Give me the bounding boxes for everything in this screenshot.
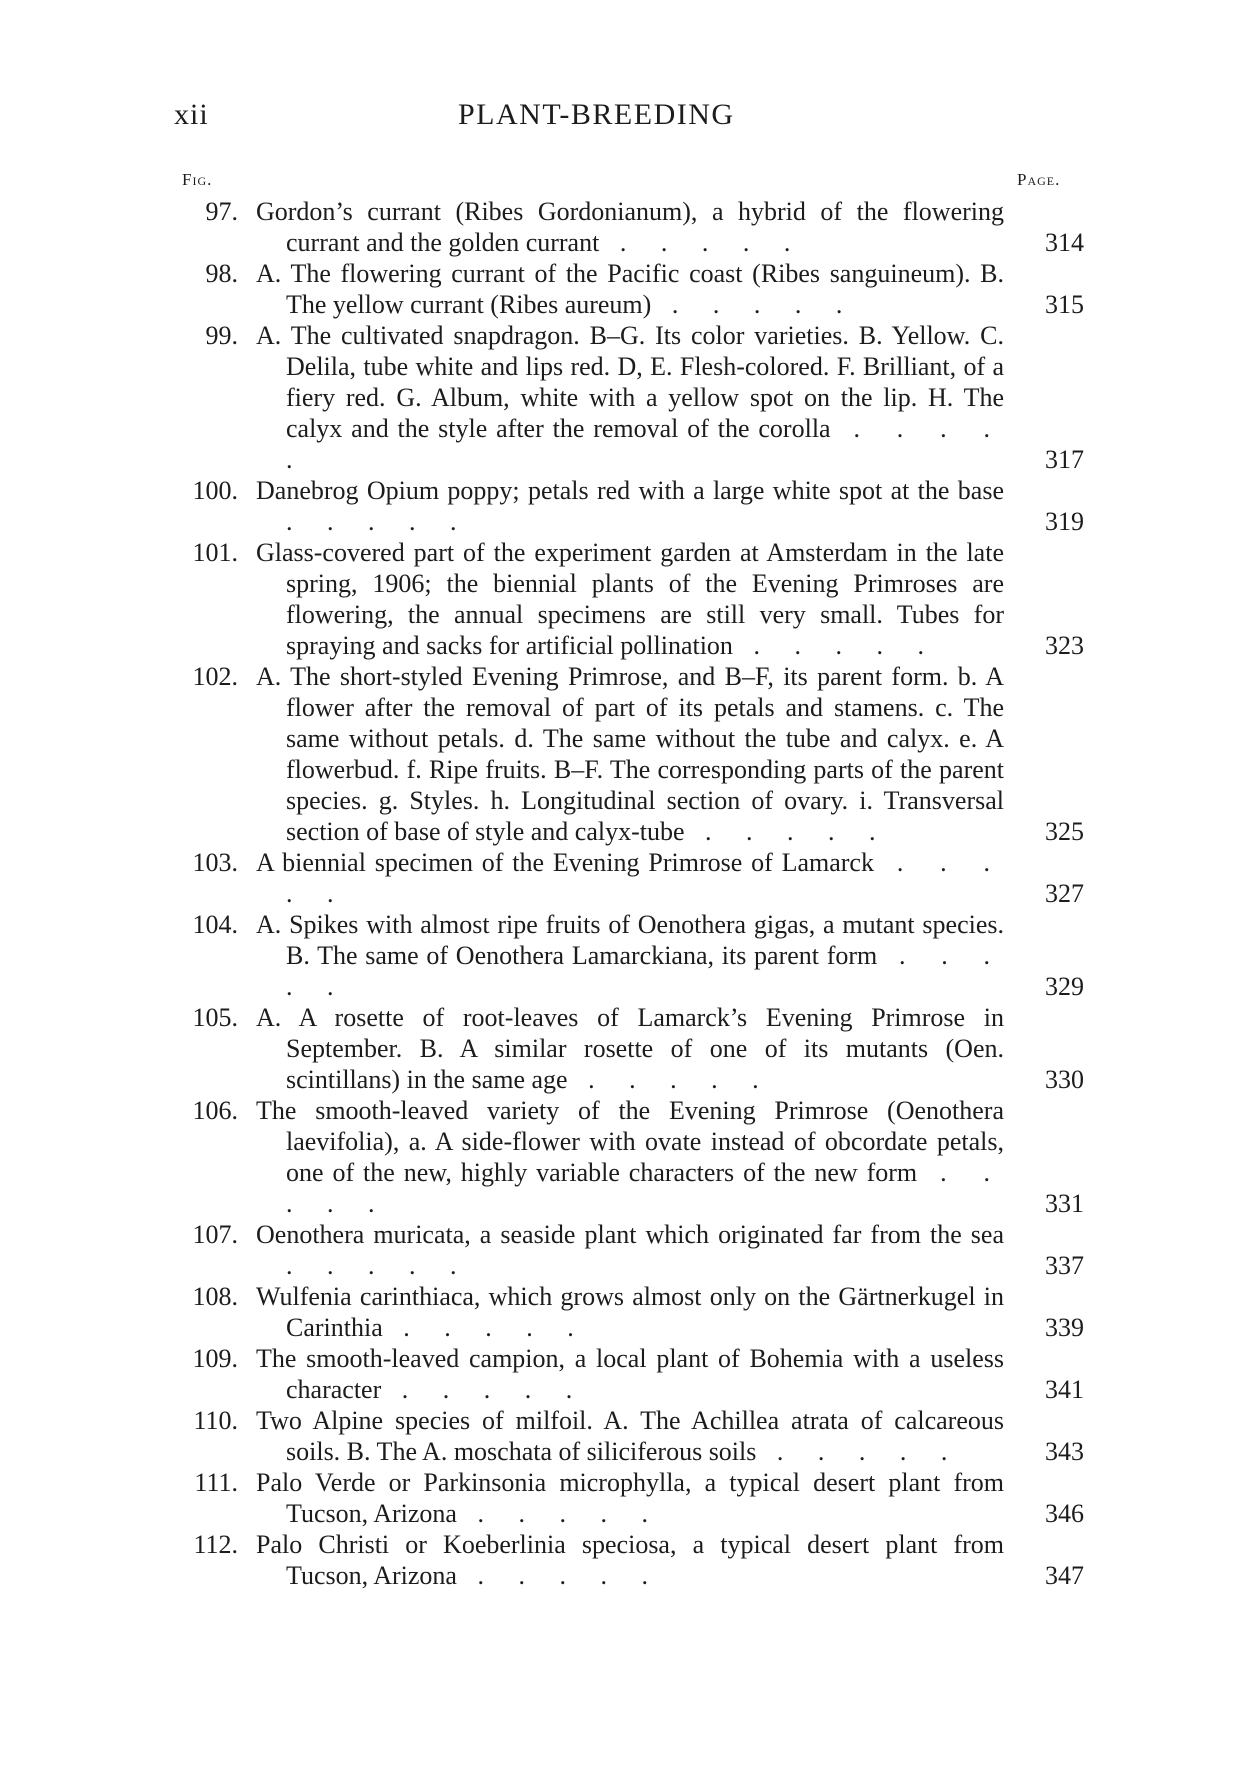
running-title: PLANT-BREEDING bbox=[458, 98, 735, 131]
figure-number: 110. bbox=[193, 1406, 238, 1435]
figure-number: 108. bbox=[192, 1282, 238, 1311]
page-number: 314 bbox=[1045, 228, 1084, 257]
figure-number: 105. bbox=[192, 1003, 238, 1032]
dot-leader: . . . . . bbox=[456, 1499, 662, 1528]
figure-caption: Palo Verde or Parkinsonia microphylla, a typical desert plant from Tucson, Arizona . . . . . bbox=[256, 1468, 1004, 1528]
figure-number: 100. bbox=[192, 476, 238, 505]
page-number: 319 bbox=[1045, 507, 1084, 536]
dot-leader: . . . . . bbox=[286, 414, 1005, 474]
fig-column-label: Fig. bbox=[182, 170, 213, 189]
page-number: 346 bbox=[1045, 1499, 1084, 1528]
figure-caption: A. The cultivated snapdragon. B–G. Its color varieties. B. Yellow. C. Delila, tube white and lips red. D, E. Flesh-colored. F. Brilliant, of a fiery red. G. Album, white with a yellow spot on the lip. H. The calyx and the style after the removal of the corolla . . . . . bbox=[256, 321, 1005, 474]
figure-number: 103. bbox=[192, 848, 238, 877]
figure-caption: Wulfenia carinthiaca, which grows almost only on the Gärtnerkugel in Carinthia . . . . . bbox=[256, 1282, 1004, 1342]
figure-caption: A. A rosette of root-leaves of Lamarck’s Evening Primrose in September. B. A similar rosette of one of its mutants (Oen. scintillans) in the same age . . . . . bbox=[256, 1003, 1004, 1094]
page-number: 339 bbox=[1045, 1313, 1084, 1342]
figure-number: 107. bbox=[192, 1220, 238, 1249]
dot-leader: . . . . . bbox=[382, 1313, 588, 1342]
list-item bbox=[0, 1343, 1259, 1405]
page-number: 337 bbox=[1045, 1251, 1084, 1280]
figure-number: 111. bbox=[194, 1468, 238, 1497]
figure-number: 99. bbox=[205, 321, 238, 350]
figure-number: 102. bbox=[192, 662, 238, 691]
dot-leader: . . . . . bbox=[286, 941, 1004, 1001]
figure-number: 97. bbox=[205, 197, 238, 226]
dot-leader: . . . . . bbox=[567, 1065, 773, 1094]
list-item bbox=[0, 320, 1259, 475]
dot-leader: . . . . . bbox=[286, 507, 471, 536]
page-number: 325 bbox=[1045, 817, 1084, 846]
dot-leader: . . . . . bbox=[732, 631, 938, 660]
figure-caption: Danebrog Opium poppy; petals red with a large white spot at the base . . . . . bbox=[256, 476, 1004, 536]
dot-leader: . . . . . bbox=[599, 228, 805, 257]
figure-caption: Palo Christi or Koeberlinia speciosa, a typical desert plant from Tucson, Arizona . . . . . bbox=[256, 1530, 1004, 1590]
list-item bbox=[0, 1405, 1259, 1467]
page-number: 330 bbox=[1045, 1065, 1084, 1094]
dot-leader: . . . . . bbox=[684, 817, 890, 846]
dot-leader: . . . . . bbox=[381, 1375, 587, 1404]
list-item bbox=[0, 475, 1259, 537]
figure-number: 112. bbox=[193, 1530, 238, 1559]
page-number: 327 bbox=[1045, 879, 1084, 908]
list-item bbox=[0, 661, 1259, 847]
page-number: 323 bbox=[1045, 631, 1084, 660]
page-number: 315 bbox=[1045, 290, 1084, 319]
page-number: 331 bbox=[1045, 1189, 1084, 1218]
list-item bbox=[0, 909, 1259, 1002]
figure-caption: The smooth-leaved variety of the Evening Primrose (Oenothera laevifolia), a. A side-flower with ovate instead of obcordate petals, one of the new, highly variable characters of the new form . . . . . bbox=[256, 1096, 1005, 1218]
page-number: 343 bbox=[1045, 1437, 1084, 1466]
page-number: 341 bbox=[1045, 1375, 1084, 1404]
list-item bbox=[0, 258, 1259, 320]
figure-number: 109. bbox=[192, 1344, 238, 1373]
figure-caption: Gordon’s currant (Ribes Gordonianum), a hybrid of the flowering currant and the golden currant . . . . . bbox=[256, 197, 1004, 257]
list-item bbox=[0, 847, 1259, 909]
page-folio: xii bbox=[174, 98, 209, 131]
figure-number: 104. bbox=[192, 910, 238, 939]
figure-list bbox=[0, 196, 1259, 1591]
page-number: 347 bbox=[1045, 1561, 1084, 1590]
list-item bbox=[0, 1002, 1259, 1095]
list-item bbox=[0, 1467, 1259, 1529]
figure-caption: Two Alpine species of milfoil. A. The Achillea atrata of calcareous soils. B. The A. moschata of siliciferous soils . . . . . bbox=[256, 1406, 1004, 1466]
figure-caption: Oenothera muricata, a seaside plant which originated far from the sea . . . . . bbox=[256, 1220, 1004, 1280]
list-item bbox=[0, 1095, 1259, 1219]
list-item bbox=[0, 1281, 1259, 1343]
figure-caption: Glass-covered part of the experiment garden at Amsterdam in the late spring, 1906; the biennial plants of the Evening Primroses are flowering, the annual specimens are still very small. Tubes for spraying and sacks for artificial pollination . . . . . bbox=[256, 538, 1004, 660]
page-number: 329 bbox=[1045, 972, 1084, 1001]
list-item bbox=[0, 196, 1259, 258]
dot-leader: . . . . . bbox=[756, 1437, 962, 1466]
figure-caption: The smooth-leaved campion, a local plant of Bohemia with a useless character . . . . . bbox=[256, 1344, 1004, 1404]
dot-leader: . . . . . bbox=[651, 290, 857, 319]
page-number: 317 bbox=[1045, 445, 1084, 474]
figure-number: 101. bbox=[192, 538, 238, 567]
dot-leader: . . . . . bbox=[456, 1561, 662, 1590]
figure-caption: A. Spikes with almost ripe fruits of Oenothera gigas, a mutant species. B. The same of Oenothera Lamarckiana, its parent form . . . . . bbox=[256, 910, 1004, 1001]
figure-caption: A. The flowering currant of the Pacific coast (Ribes sanguineum). B. The yellow currant (Ribes aureum) . . . . . bbox=[256, 259, 1004, 319]
figure-number: 106. bbox=[192, 1096, 238, 1125]
figure-caption: A biennial specimen of the Evening Primrose of Lamarck . . . . . bbox=[256, 848, 1004, 908]
dot-leader: . . . . . bbox=[286, 1158, 1005, 1218]
page-column-label: Page. bbox=[1017, 170, 1061, 189]
dot-leader: . . . . . bbox=[286, 848, 1004, 908]
figure-caption: A. The short-styled Evening Primrose, and B–F, its parent form. b. A flower after the removal of part of its petals and stamens. c. The same without petals. d. The same without the tube and calyx. e. A flowerbud. f. Ripe fruits. B–F. The corresponding parts of the parent species. g. Styles. h. Longitudinal section of ovary. i. Transversal section of base of style and calyx-tube . . . . . bbox=[256, 662, 1004, 846]
list-item bbox=[0, 1219, 1259, 1281]
figure-number: 98. bbox=[205, 259, 238, 288]
list-item bbox=[0, 1529, 1259, 1591]
dot-leader: . . . . . bbox=[286, 1251, 471, 1280]
list-item bbox=[0, 537, 1259, 661]
